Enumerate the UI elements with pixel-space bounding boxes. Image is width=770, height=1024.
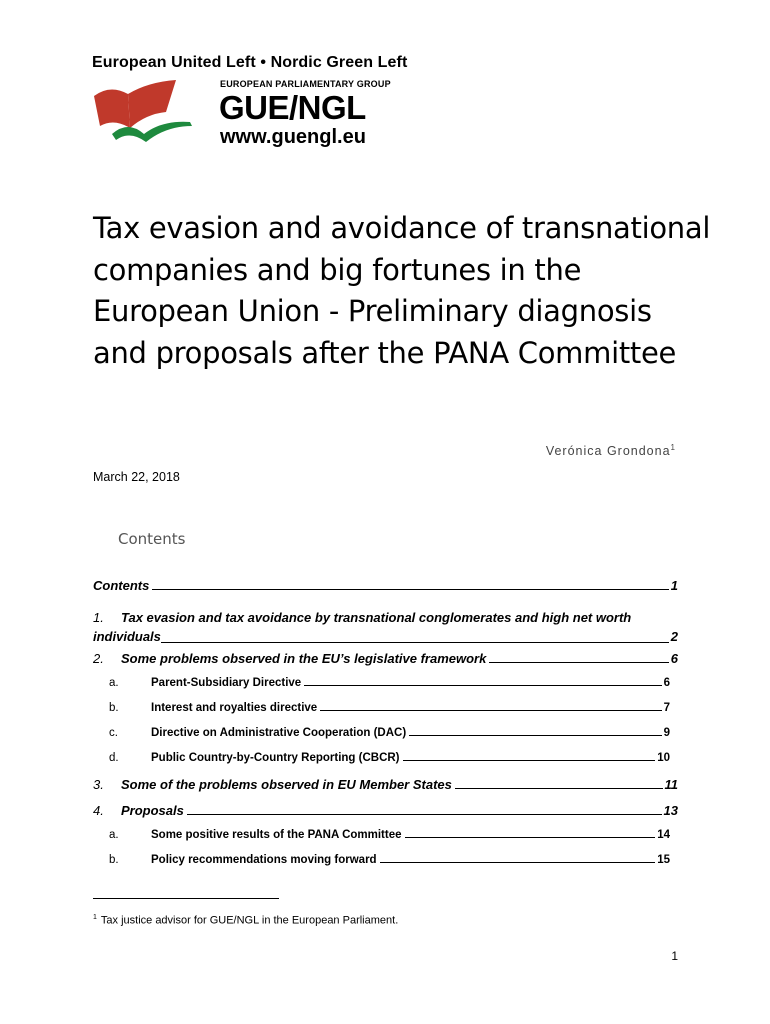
toc-entry-label: Parent-Subsidiary Directive	[151, 677, 302, 689]
document-date: March 22, 2018	[93, 470, 180, 484]
toc-entry-label: Some problems observed in the EU’s legislative framework	[121, 651, 487, 666]
toc-entry-2a[interactable]	[93, 677, 678, 689]
contents-heading: Contents	[118, 530, 186, 548]
toc-page-number: 7	[663, 702, 670, 714]
toc-entry-number: b.	[109, 702, 119, 714]
toc-entry-number: d.	[109, 752, 119, 764]
toc-entry-label: Policy recommendations moving forward	[151, 854, 377, 866]
logo-main-text: GUE/NGL	[219, 89, 366, 126]
toc-entry-label: Contents	[93, 578, 150, 593]
toc-page-number: 6	[663, 677, 670, 689]
toc-entry-contents[interactable]	[93, 578, 678, 593]
toc-entry-2d[interactable]	[93, 752, 678, 764]
footnote-separator	[93, 898, 279, 899]
toc-page-number: 6	[670, 651, 678, 666]
toc-entry-number: 1.	[93, 610, 104, 625]
logo-group-text: EUROPEAN PARLIAMENTARY GROUP	[220, 79, 391, 89]
toc-entry-4a[interactable]	[93, 829, 678, 841]
logo-top-text: European United Left • Nordic Green Left	[92, 54, 408, 71]
footnote	[93, 914, 398, 927]
logo-url[interactable]: www.guengl.eu	[220, 126, 366, 148]
toc-entry-label: Tax evasion and tax avoidance by transnational conglomerates and high net worth	[121, 610, 632, 625]
toc-page-number: 2	[670, 629, 678, 644]
toc-entry-number: c.	[109, 727, 118, 739]
toc-page-number: 1	[670, 578, 678, 593]
toc-page-number: 15	[657, 854, 670, 866]
toc-entry-label: Some positive results of the PANA Committee	[151, 829, 402, 841]
toc-page-number: 11	[664, 777, 678, 792]
toc-leader	[489, 662, 668, 663]
author	[546, 443, 675, 458]
toc-entry-label: Public Country-by-Country Reporting (CBCR)	[151, 752, 400, 764]
toc-leader	[152, 589, 668, 590]
toc-entry-label: Interest and royalties directive	[151, 702, 318, 714]
toc-entry-2[interactable]	[93, 651, 678, 666]
toc-leader	[455, 788, 663, 789]
toc-leader	[304, 685, 661, 686]
toc-entry-4[interactable]	[93, 803, 678, 818]
toc-entry-1[interactable]	[93, 608, 678, 646]
toc-entry-number: a.	[109, 829, 119, 841]
toc-page-number: 13	[663, 803, 678, 818]
toc-leader	[409, 735, 661, 736]
toc-entry-number: 2.	[93, 651, 104, 666]
toc-leader	[320, 710, 661, 711]
toc-page-number: 10	[657, 752, 670, 764]
toc-page-number: 9	[663, 727, 670, 739]
page-number: 1	[671, 949, 678, 963]
footnote-mark: 1	[93, 914, 97, 921]
document-title: Tax evasion and avoidance of transnational companies and big fortunes in the European Union - Preliminary diagnosis and proposals after the PANA Committee	[93, 211, 711, 370]
author-footnote-mark[interactable]: 1	[670, 443, 675, 452]
toc-leader	[187, 814, 662, 815]
book-logo-icon	[92, 76, 212, 148]
toc-entry-2c[interactable]	[93, 727, 678, 739]
toc-leader	[161, 642, 669, 643]
toc-leader	[405, 837, 656, 838]
toc-entry-label: Proposals	[121, 803, 184, 818]
toc-entry-number: b.	[109, 854, 119, 866]
toc-page-number: 14	[657, 829, 670, 841]
toc-entry-label: Directive on Administrative Cooperation (DAC)	[151, 727, 407, 739]
footnote-text: Tax justice advisor for GUE/NGL in the European Parliament.	[100, 914, 399, 927]
toc-entry-2b[interactable]	[93, 702, 678, 714]
toc-entry-number: a.	[109, 677, 119, 689]
toc-leader	[403, 760, 656, 761]
toc-entry-label: Some of the problems observed in EU Member States	[121, 777, 452, 792]
toc-entry-3[interactable]	[93, 777, 678, 792]
toc-entry-number: 4.	[93, 803, 104, 818]
author-name: Verónica Grondona	[545, 444, 671, 459]
toc-entry-4b[interactable]	[93, 854, 678, 866]
toc-entry-number: 3.	[93, 777, 104, 792]
toc-entry-label-continued: individuals	[93, 629, 161, 644]
toc-leader	[380, 862, 656, 863]
